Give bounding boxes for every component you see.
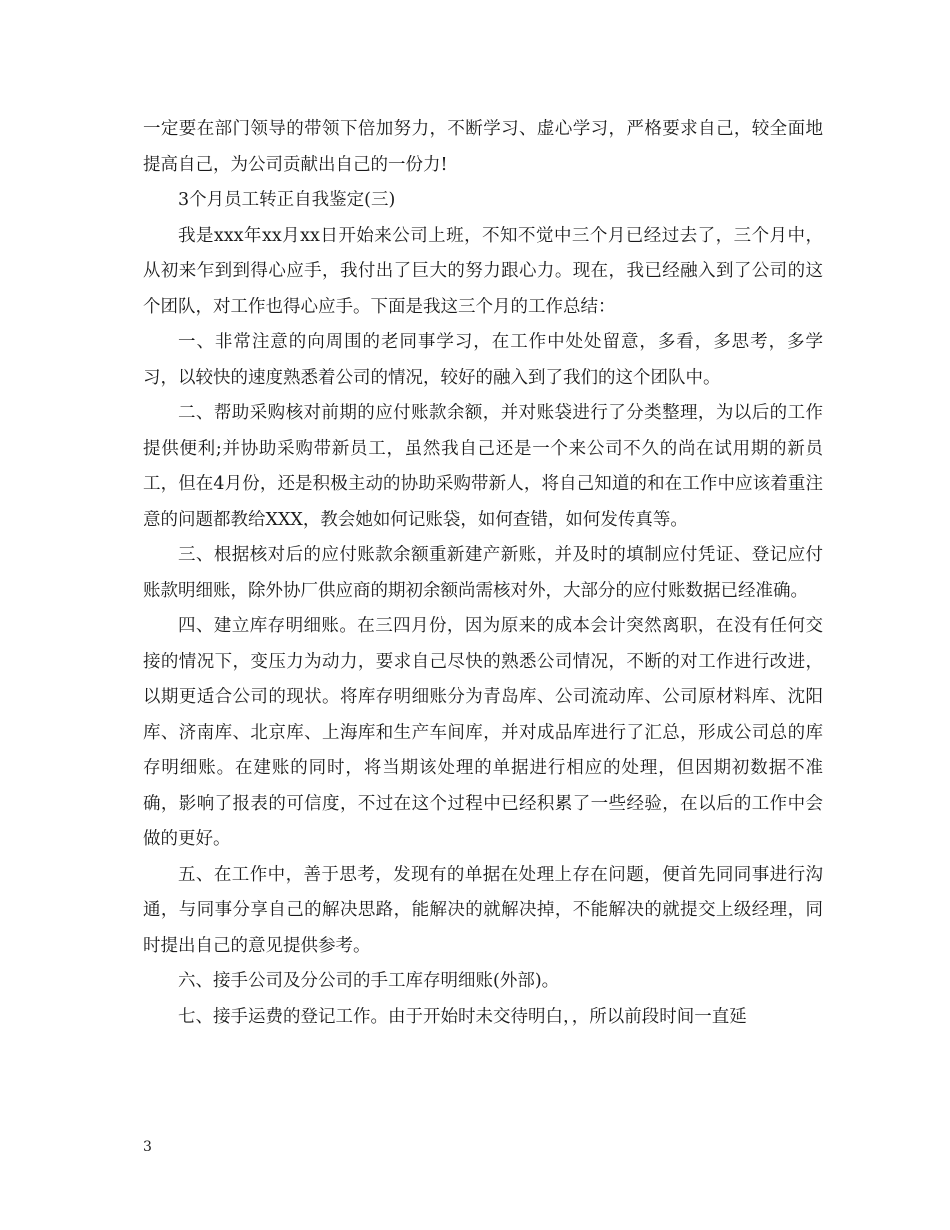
paragraph-item-1: 一、非常注意的向周围的老同事学习，在工作中处处留意，多看，多思考，多学习，以较快的速度熟悉着公司的情况，较好的融入到了我们的这个团队中。 — [143, 332, 823, 388]
paragraph-item-4: 四、建立库存明细账。在三四月份，因为原来的成本会计突然离职，在没有任何交接的情况下，变压力为动力，要求自己尽快的熟悉公司情况，不断的对工作进行改进，以期更适合公司的现状。将库存明细账分为青岛库、公司流动库、公司原材料库、沈阳库、济南库、北京库、上海库和生产车间库，并对成品库进行了汇总，形成公司总的库存明细账。在建账的同时，将当期该处理的单据进行相应的处理，但因期初数据不准确，影响了报表的可信度，不过在这个过程中已经积累了一些经验，在以后的工作中会做的更好。 — [143, 616, 823, 849]
paragraph-intro: 我是xxx年xx月xx日开始来公司上班，不知不觉中三个月已经过去了，三个月中，从初来乍到到得心应手，我付出了巨大的努力跟心力。现在，我已经融入到了公司的这个团队，对工作也得心应手。下面是我这三个月的工作总结： — [143, 225, 823, 317]
paragraph-continuation: 一定要在部门领导的带领下倍加努力，不断学习、虚心学习，严格要求自己，较全面地提高自己，为公司贡献出自己的一份力! — [143, 119, 823, 175]
paragraph-item-6: 六、接手公司及分公司的手工库存明细账(外部)。 — [178, 971, 560, 991]
document-body — [143, 112, 823, 1035]
paragraph-item-3: 三、根据核对后的应付账款余额重新建产新账，并及时的填制应付凭证、登记应付账款明细账，除外协厂供应商的期初余额尚需核对外，大部分的应付账数据已经准确。 — [143, 545, 823, 601]
paragraph-item-5: 五、在工作中，善于思考，发现有的单据在处理上存在问题，便首先同同事进行沟通，与同事分享自己的解决思路，能解决的就解决掉，不能解决的就提交上级经理，同时提出自己的意见提供参考。 — [143, 864, 823, 956]
paragraph-item-2: 二、帮助采购核对前期的应付账款余额，并对账袋进行了分类整理，为以后的工作提供便利;并协助采购带新员工，虽然我自己还是一个来公司不久的尚在试用期的新员工，但在4月份，还是积极主动的协助采购带新人，将自己知道的和在工作中应该着重注意的问题都教给XXX，教会她如何记账袋，如何查错，如何发传真等。 — [143, 403, 823, 530]
section-title: 3个月员工转正自我鉴定(三) — [178, 190, 396, 210]
paragraph-item-7: 七、接手运费的登记工作。由于开始时未交待明白，，所以前段时间一直延 — [178, 1006, 747, 1027]
page-number: 3 — [143, 1139, 152, 1155]
